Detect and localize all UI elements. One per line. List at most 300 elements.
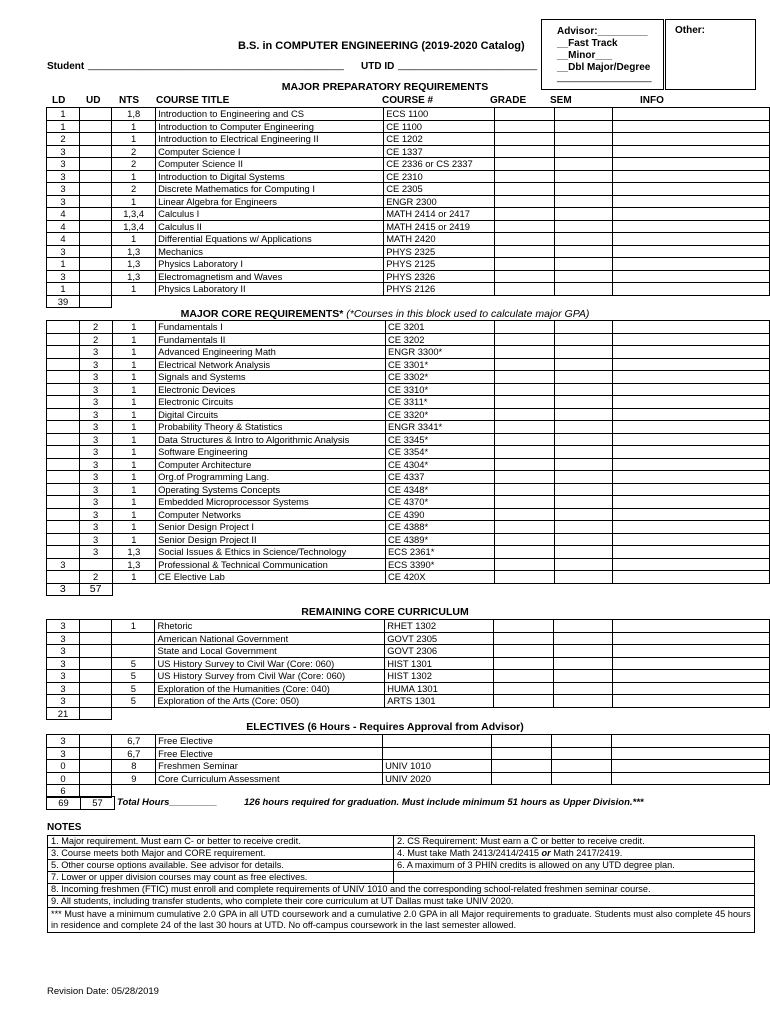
grade-cell[interactable] [495,245,555,258]
ud-cell: 2 [79,321,112,334]
table-row [47,772,770,785]
info-cell[interactable] [613,195,770,208]
sem-cell[interactable] [554,471,613,484]
info-cell[interactable] [613,371,770,384]
table-row [47,346,770,359]
course-title-cell: Exploration of the Humanities (Core: 040) [155,682,385,695]
grade-cell[interactable] [495,270,555,283]
info-cell[interactable] [613,483,770,496]
course-title-cell: CE Elective Lab [156,571,386,584]
grade-cell[interactable] [494,620,554,633]
info-cell[interactable] [613,446,770,459]
sem-cell[interactable] [554,533,613,546]
ld-cell [47,496,80,509]
note-10: *** Must have a minimum cumulative 2.0 GPA in all UTD coursework and a cumulative 2.0 GPA in all Major requirements to graduate. Students must also complete 45 hours in residence and complete 24 of the last 30 hours at UTD. No off-campus coursework in the last semester allowed. [48,908,755,933]
nts-cell: 1 [112,358,155,371]
info-cell[interactable] [613,346,770,359]
info-cell[interactable] [613,158,770,171]
grade-cell[interactable] [494,508,554,521]
info-cell[interactable] [613,571,770,584]
ud-cell [79,283,111,296]
nts-cell: 1,3,4 [112,220,156,233]
course-title-cell: Exploration of the Arts (Core: 050) [155,695,385,708]
other-box[interactable] [665,19,756,90]
nts-cell: 2 [112,158,156,171]
col-nts: NTS [119,95,139,106]
total-hours-label[interactable]: Total Hours_________ [117,797,217,808]
nts-cell: 1,3 [112,558,155,571]
sem-cell[interactable] [554,170,613,183]
nts-cell: 2 [112,183,156,196]
note-7: 7. Lower or upper division courses may count as free electives. [48,872,394,884]
ld-cell: 3 [47,558,80,571]
info-cell[interactable] [613,220,770,233]
info-cell[interactable] [613,408,770,421]
course-number-cell: ECS 3390* [386,558,495,571]
ld-cell [47,408,80,421]
course-title-cell: Electromagnetism and Waves [156,270,384,283]
course-number-cell: UNIV 1010 [383,760,492,773]
ud-cell: 3 [79,533,112,546]
info-cell[interactable] [613,546,770,559]
info-cell[interactable] [613,170,770,183]
sem-cell[interactable] [554,208,613,221]
course-number-cell [383,735,492,748]
table-row [47,383,770,396]
table-row [47,108,770,121]
course-title-cell: Introduction to Engineering and CS [156,108,384,121]
info-cell[interactable] [613,283,770,296]
info-cell[interactable] [613,358,770,371]
grade-cell[interactable] [494,458,554,471]
grade-cell[interactable] [495,258,555,271]
subtotal-ud [79,707,111,720]
info-cell[interactable] [611,735,769,748]
ud-cell [79,120,111,133]
note-4-text: 4. Must take Math 2413/2414/2415 [397,848,542,858]
nts-cell: 1 [112,371,155,384]
sem-cell[interactable] [553,620,612,633]
grade-cell[interactable] [494,321,554,334]
info-cell[interactable] [611,747,769,760]
sem-cell[interactable] [554,508,613,521]
nts-cell [112,632,155,645]
sem-cell[interactable] [554,108,613,121]
sem-cell[interactable] [554,571,613,584]
sem-cell[interactable] [554,133,613,146]
info-cell[interactable] [613,233,770,246]
sem-cell[interactable] [552,772,611,785]
graduation-note: 126 hours required for graduation. Must include minimum 51 hours as Upper Division.*** [244,797,644,808]
ld-cell: 3 [47,145,80,158]
table-row [47,408,770,421]
table-row [47,695,770,708]
grade-cell[interactable] [494,371,554,384]
info-cell[interactable] [613,558,770,571]
info-cell[interactable] [611,772,769,785]
grade-cell[interactable] [495,195,555,208]
grade-cell[interactable] [492,747,552,760]
info-cell[interactable] [613,458,770,471]
info-cell[interactable] [613,133,770,146]
note-7-empty [394,872,755,884]
table-row [47,321,770,334]
grade-cell[interactable] [495,170,555,183]
table-row [47,735,770,748]
course-number-cell: RHET 1302 [385,620,494,633]
sem-cell[interactable] [554,408,613,421]
course-number-cell: ECS 1100 [384,108,495,121]
table-row [47,208,770,221]
sem-cell[interactable] [552,735,611,748]
course-number-cell: ENGR 3341* [386,421,495,434]
course-number-cell: CE 4390 [386,508,495,521]
grade-cell[interactable] [494,433,554,446]
nts-cell: 5 [112,682,155,695]
grade-cell[interactable] [492,735,552,748]
subtotal-spacer [112,583,769,596]
grade-cell[interactable] [494,657,554,670]
ld-cell: 3 [47,657,80,670]
grade-cell[interactable] [494,483,554,496]
sem-cell[interactable] [553,645,612,658]
course-title-cell: Computer Science I [156,145,384,158]
course-title-cell: Introduction to Computer Engineering [156,120,384,133]
course-title-cell: Computer Architecture [156,458,386,471]
sem-cell[interactable] [554,421,613,434]
nts-cell: 1 [112,508,155,521]
sem-cell[interactable] [554,270,613,283]
info-cell[interactable] [613,496,770,509]
ld-cell [47,358,80,371]
info-cell[interactable] [612,670,769,683]
advisor-line[interactable]: Advisor:_________ [557,26,648,37]
sem-cell[interactable] [554,521,613,534]
subtotal-ld: 6 [47,785,80,798]
table-row [47,521,770,534]
info-cell[interactable] [613,508,770,521]
nts-cell: 5 [112,670,155,683]
grade-cell[interactable] [494,496,554,509]
course-title-cell: US History Survey to Civil War (Core: 060) [155,657,385,670]
grade-cell[interactable] [494,358,554,371]
grade-cell[interactable] [495,145,555,158]
nts-cell: 1 [112,620,155,633]
course-number-cell: CE 4304* [386,458,495,471]
grade-cell[interactable] [494,446,554,459]
sem-cell[interactable] [554,496,613,509]
course-number-cell: CE 4388* [386,521,495,534]
grade-cell[interactable] [492,760,552,773]
subtotal-row [47,707,770,720]
info-cell[interactable] [613,471,770,484]
info-cell[interactable] [612,657,769,670]
ud-cell [79,747,112,760]
info-cell[interactable] [612,695,769,708]
grade-cell[interactable] [495,133,555,146]
grade-cell[interactable] [492,772,552,785]
table-row [47,471,770,484]
subtotal-ld: 21 [47,707,80,720]
note-3: 3. Course meets both Major and CORE requirement. [48,848,394,860]
ld-cell: 3 [47,682,80,695]
info-cell[interactable] [613,433,770,446]
ld-cell: 0 [47,772,80,785]
grade-cell[interactable] [495,283,555,296]
grade-cell[interactable] [495,208,555,221]
sem-cell[interactable] [554,258,613,271]
sem-cell[interactable] [554,346,613,359]
ud-cell [79,760,112,773]
grade-cell[interactable] [494,346,554,359]
course-title-cell: Advanced Engineering Math [156,346,386,359]
ld-cell [47,321,80,334]
notes-title: NOTES [47,822,82,833]
nts-cell: 1 [112,496,155,509]
info-cell[interactable] [612,645,769,658]
info-cell[interactable] [612,682,769,695]
ud-cell [79,645,111,658]
sem-cell[interactable] [554,358,613,371]
sem-cell[interactable] [554,245,613,258]
minor-option[interactable]: __Minor___ [557,50,613,61]
grade-cell[interactable] [494,421,554,434]
sem-cell[interactable] [554,458,613,471]
ud-cell [79,558,112,571]
ld-cell: 3 [47,620,80,633]
nts-cell: 1 [112,383,155,396]
nts-cell: 1 [112,458,155,471]
sem-cell[interactable] [554,283,613,296]
course-number-cell: CE 3345* [386,433,495,446]
info-cell[interactable] [613,521,770,534]
grade-cell[interactable] [494,632,554,645]
ud-cell: 3 [79,496,112,509]
sem-cell[interactable] [554,120,613,133]
info-cell[interactable] [613,258,770,271]
table-row [47,183,770,196]
grade-cell[interactable] [495,220,555,233]
info-cell[interactable] [612,620,769,633]
sem-cell[interactable] [553,670,612,683]
grade-cell[interactable] [494,333,554,346]
nts-cell: 1,3 [112,258,156,271]
grade-cell[interactable] [495,183,555,196]
student-field[interactable]: ______________________________________________ [88,60,344,71]
note-8: 8. Incoming freshmen (FTIC) must enroll and complete requirements of UNIV 1010 and the corresponding school-related freshmen seminar course. [48,884,755,896]
table-row [47,645,770,658]
table-row [47,558,770,571]
course-number-cell [383,747,492,760]
sem-cell[interactable] [553,695,612,708]
other-label: Other: [675,25,705,36]
ud-cell: 3 [79,383,112,396]
info-cell[interactable] [613,245,770,258]
ud-cell [79,682,111,695]
course-title-cell: Operating Systems Concepts [156,483,386,496]
course-title-cell: Senior Design Project I [156,521,386,534]
ud-cell [79,233,111,246]
ld-cell [47,508,80,521]
info-cell[interactable] [613,383,770,396]
ld-cell: 1 [47,258,80,271]
course-title-cell: Rhetoric [155,620,385,633]
ud-cell: 3 [79,358,112,371]
course-number-cell: CE 3354* [386,446,495,459]
info-cell[interactable] [613,145,770,158]
grade-cell[interactable] [495,233,555,246]
sem-cell[interactable] [554,195,613,208]
ld-cell: 1 [47,283,80,296]
nts-cell: 1 [112,571,155,584]
info-cell[interactable] [611,760,769,773]
nts-cell: 1 [112,133,156,146]
course-number-cell: UNIV 2020 [383,772,492,785]
course-title-cell: Data Structures & Intro to Algorithmic Analysis [156,433,386,446]
grade-cell[interactable] [494,383,554,396]
sem-cell[interactable] [554,233,613,246]
sem-cell[interactable] [554,446,613,459]
table-row [47,133,770,146]
table-row [47,657,770,670]
ld-cell: 3 [47,747,80,760]
ld-cell: 3 [47,735,80,748]
course-title-cell: Signals and Systems [156,371,386,384]
course-number-cell: PHYS 2125 [384,258,495,271]
grade-cell[interactable] [494,645,554,658]
note-2: 2. CS Requirement: Must earn a C or better to receive credit. [394,836,755,848]
grade-cell[interactable] [495,108,555,121]
grade-cell[interactable] [494,408,554,421]
grade-cell[interactable] [495,120,555,133]
info-cell[interactable] [612,632,769,645]
sem-cell[interactable] [554,546,613,559]
nts-cell: 1 [112,421,155,434]
ud-cell: 3 [79,458,112,471]
sem-cell[interactable] [554,396,613,409]
note-4 [394,848,755,860]
sem-cell[interactable] [552,747,611,760]
sem-cell[interactable] [554,383,613,396]
ld-cell: 3 [47,632,80,645]
info-cell[interactable] [613,421,770,434]
sem-cell[interactable] [554,220,613,233]
grade-cell[interactable] [494,571,554,584]
grade-cell[interactable] [494,471,554,484]
course-number-cell: CE 1337 [384,145,495,158]
info-cell[interactable] [613,533,770,546]
ld-cell: 1 [47,120,80,133]
info-cell[interactable] [613,270,770,283]
table-row [47,158,770,171]
info-cell[interactable] [613,183,770,196]
nts-cell: 9 [112,772,156,785]
ld-cell [47,346,80,359]
col-grade: GRADE [490,95,527,106]
table-row [47,571,770,584]
remaining-core-table [46,619,770,720]
grade-cell[interactable] [494,546,554,559]
grade-cell[interactable] [494,695,554,708]
table-row [47,433,770,446]
sem-cell[interactable] [553,657,612,670]
sem-cell[interactable] [554,371,613,384]
ld-cell [47,421,80,434]
grade-cell[interactable] [494,521,554,534]
nts-cell: 6,7 [112,735,156,748]
subtotal-ld: 39 [47,295,80,308]
grade-cell[interactable] [494,670,554,683]
course-title-cell: Embedded Microprocessor Systems [156,496,386,509]
info-cell[interactable] [613,108,770,121]
table-row [47,195,770,208]
student-label: Student [47,61,85,72]
remaining-core-heading: REMAINING CORE CURRICULUM [301,606,469,618]
info-cell[interactable] [613,321,770,334]
info-cell[interactable] [613,208,770,221]
course-number-cell: CE 2310 [384,170,495,183]
col-sem: SEM [550,95,572,106]
grade-cell[interactable] [494,396,554,409]
sem-cell[interactable] [552,760,611,773]
ud-cell [79,208,111,221]
grade-cell[interactable] [494,533,554,546]
sem-cell[interactable] [554,183,613,196]
table-row [47,682,770,695]
table-row [47,446,770,459]
sem-cell[interactable] [554,321,613,334]
sem-cell[interactable] [554,158,613,171]
sem-cell[interactable] [554,558,613,571]
fast-track-option[interactable]: __Fast Track [557,38,618,49]
electives-table [46,734,770,798]
sem-cell[interactable] [553,632,612,645]
sem-cell[interactable] [553,682,612,695]
info-cell[interactable] [613,120,770,133]
course-number-cell: GOVT 2306 [385,645,494,658]
ld-cell: 4 [47,233,80,246]
nts-cell: 1,8 [112,108,156,121]
sem-cell[interactable] [554,483,613,496]
ud-cell [79,270,111,283]
major-prep-heading: MAJOR PREPARATORY REQUIREMENTS [281,81,489,93]
grade-cell[interactable] [494,682,554,695]
grand-total-table [46,796,115,810]
dbl-major-option[interactable]: __Dbl Major/Degree [557,62,651,73]
course-number-cell: CE 1100 [384,120,495,133]
utd-id-field[interactable]: _________________________ [398,60,538,71]
info-cell[interactable] [613,396,770,409]
ld-cell: 1 [47,108,80,121]
ud-cell: 3 [79,421,112,434]
sem-cell[interactable] [554,145,613,158]
ld-cell: 4 [47,208,80,221]
grade-cell[interactable] [494,558,554,571]
grade-cell[interactable] [495,158,555,171]
course-title-cell: Software Engineering [156,446,386,459]
ud-cell [79,195,111,208]
sem-cell[interactable] [554,333,613,346]
info-cell[interactable] [613,333,770,346]
course-title-cell: Freshmen Seminar [156,760,383,773]
subtotal-ud [79,295,111,308]
ld-cell [47,396,80,409]
sem-cell[interactable] [554,433,613,446]
course-title-cell: American National Government [155,632,385,645]
ud-cell [79,772,112,785]
note-4-tail: Math 2417/2419. [550,848,623,858]
ld-cell: 3 [47,245,80,258]
